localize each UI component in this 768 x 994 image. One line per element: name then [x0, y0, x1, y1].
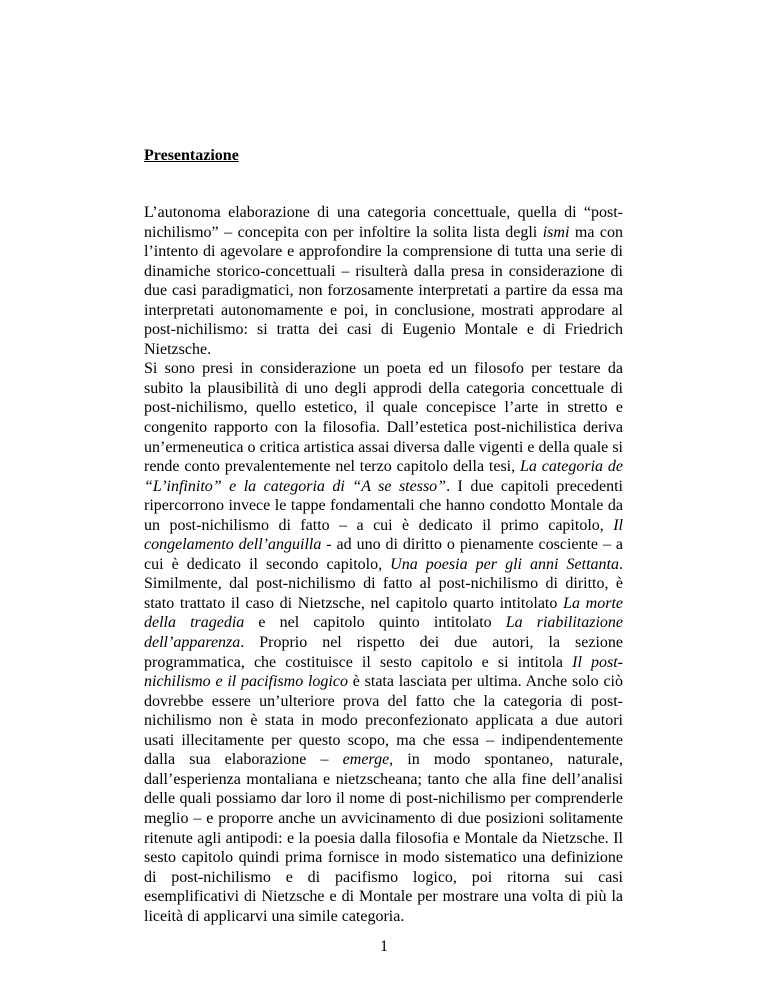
- text-run: ma con l’intento di agevolare e approfondire la comprensione di tutta una serie di dinamiche storico-concettuali – risulterà dalla presa in considerazione di due casi paradigmatici, non forzosamente interpretati a partire da essa ma interpretati autonomamente e poi, in conclusione, mostrati approdare al post-nichilismo: si tratta dei casi di Eugenio Montale e di Friedrich Nietzsche.: [144, 223, 624, 358]
- text-run: - ad uno di diritto o pienamente cosciente – a cui è dedicato il secondo capitolo,: [144, 536, 623, 573]
- text-run: Si sono presi in considerazione un poeta ed un filosofo per testare da subito la plausibilità di uno degli approdi della categoria concettuale di post-nichilismo, quello estetico, il quale concepisce l’arte in stretto e congenito rapporto con la filosofia. Dall’estetica post-nichilistica deriva un’ermeneutica o critica artistica assai diversa dalle vigenti e della quale si rende conto prevalentemente nel terzo capitolo della tesi,: [144, 360, 623, 476]
- text-run: . Proprio nel rispetto dei due autori, la sezione programmatica, che costituisce il sesto capitolo e si intitola: [144, 634, 623, 671]
- text-run: . I due capitoli precedenti ripercorrono invece le tappe fondamentali che hanno condotto Montale da un post-nichilismo di fatto – a cui è dedicato il primo capitolo,: [144, 477, 623, 534]
- italic-title-text: Il congelamento dell’anguilla: [144, 516, 623, 554]
- section-heading: Presentazione: [144, 147, 239, 164]
- paragraph: [144, 203, 623, 359]
- italic-title-text: Il post-nichilismo e il pacifismo logico: [144, 653, 623, 691]
- body-text: [144, 203, 623, 926]
- italic-title-text: La categoria de “L’infinito” e la categoria di “A se stesso”: [144, 458, 624, 495]
- text-run: . Similmente, dal post-nichilismo di fatto al post-nichilismo di diritto, è stato trattato il caso di Nietzsche, nel capitolo quarto intitolato: [144, 555, 623, 612]
- italic-title-text: La morte della tragedia: [144, 594, 624, 632]
- italic-title-text: La riabilitazione dell’apparenza: [144, 614, 623, 652]
- text-run: è stata lasciata per ultima. Anche solo ciò dovrebbe essere un’ulteriore prova del fatto che la categoria di post-nichilismo non è stata in modo preconfezionato applicata a due autori usati illecitamente per questo scopo, ma che essa – indipendentemente dalla sua elaborazione –: [144, 673, 623, 769]
- italic-title-text: ismi: [542, 223, 570, 241]
- page-number: 1: [380, 938, 388, 955]
- text-run: e nel capitolo quinto intitolato: [244, 614, 506, 632]
- text-run: L’autonoma elaborazione di una categoria concettuale, quella di “post-nichilismo” – concepita con per infoltire la solita lista degli: [144, 204, 623, 241]
- italic-title-text: Una poesia per gli anni Settanta: [390, 555, 619, 573]
- text-run: , in modo spontaneo, naturale, dall’esperienza montaliana e nietzscheana; tanto che alla fine dell’analisi delle quali possiamo dar loro il nome di post-nichilismo per comprenderle meglio – e proporre anche un avvicinamento di due posizioni solitamente ritenute agli antipodi: e la poesia dalla filosofia e Montale da Nietzsche. Il sesto capitolo quindi prima fornisce in modo sistematico una definizione di post-nichilismo e di pacifismo logico, poi ritorna sui casi esemplificativi di Nietzsche e di Montale per mostrare una volta di più la liceità di applicarvi una simile categoria.: [144, 751, 623, 925]
- italic-title-text: emerge: [342, 751, 390, 769]
- paragraph: [144, 359, 623, 926]
